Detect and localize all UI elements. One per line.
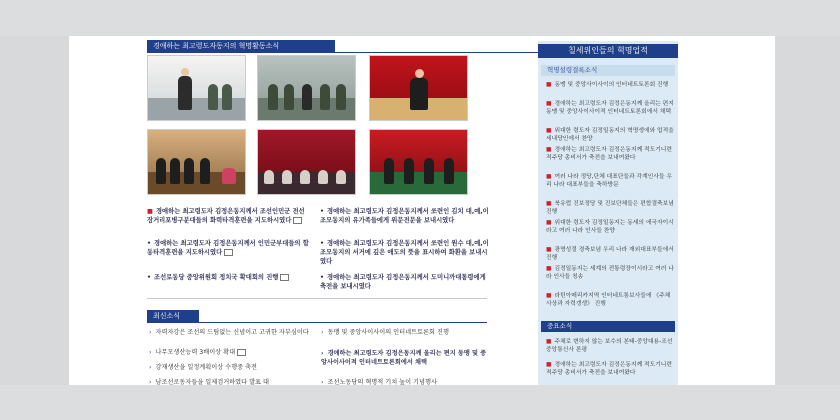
bullet-dot-icon: ■: [546, 362, 552, 368]
bullet-dot-icon: ■: [546, 101, 552, 107]
activity-photo-1[interactable]: [147, 55, 246, 121]
sidebar-item[interactable]: [546, 200, 674, 216]
sidebar-item-text: 여러 나라 정당,단체 대표단들과 각계인사들 우리 나라 대표부들을 축하방문: [546, 174, 672, 188]
camera-icon: [280, 274, 289, 281]
activity-photo-2[interactable]: [257, 55, 356, 121]
latest-heading: 최신소식: [147, 310, 199, 323]
news-text: 경애하는 최고령도자 김정은동지께서 인민군부대들의 합동타격훈련을 지도하시였다: [147, 240, 309, 256]
sidebar-item-text: 경애하는 최고령도자 김정은동지께 적도기니련적주당 총비서가 축전을 보내여왔다: [546, 147, 673, 161]
latest-item-left-1[interactable]: [149, 328, 315, 337]
heading-rule: [335, 52, 567, 53]
sidebar-item[interactable]: [546, 173, 674, 189]
sidebar-item[interactable]: [546, 100, 674, 116]
sidebar-item[interactable]: [546, 292, 674, 308]
latest-text: 경애하는 최고령도자 김정은동지께 올리는 편지 동맹 및 중앙사이사이적 인터네트토론회에서 채택: [321, 350, 487, 366]
bottom-letterbox: [0, 385, 840, 420]
camera-icon: [224, 249, 233, 256]
news-text: 경애하는 최고령도자 김정은동지께서 조선인민군 전선장거리포병구분대들의 화력타격훈련을 지도하시였다: [147, 208, 305, 224]
news-item-left-1[interactable]: [147, 207, 309, 225]
latest-text: 조선노동당의 혁명적 기치 높이 기념행사: [327, 379, 437, 385]
news-item-right-2[interactable]: [320, 239, 490, 266]
sidebar-item-text: 위대한 령도자 김정일동지의 혁명생애와 업적을 세내당인에서 찬양: [546, 128, 674, 142]
bullet-dot-icon: •: [147, 274, 152, 281]
bullet-dot-icon: ■: [546, 266, 552, 272]
arrow-right-icon: ›: [149, 329, 152, 336]
section-divider: [147, 298, 487, 299]
camera-icon: [237, 349, 246, 356]
latest-item-right-1[interactable]: [321, 328, 489, 337]
important-news-heading: 중요소식: [541, 321, 675, 332]
latest-item-right-2[interactable]: [321, 349, 489, 367]
bullet-dot-icon: •: [320, 208, 325, 215]
web-page: [69, 36, 775, 385]
bullet-dot-icon: ■: [546, 220, 552, 226]
sidebar-item-text: 경애하는 최고령도자 김정은동지께 올리는 편지 동맹 및 중앙사이사이적 인터네트토론회에서 채택: [546, 101, 674, 115]
activity-photo-4[interactable]: [147, 129, 246, 195]
bullet-dot-icon: ■: [546, 339, 552, 345]
sidebar-item-text: 동맹 및 중앙사이사이의 인터네트토론회 진행: [554, 82, 669, 88]
arrow-right-icon: ›: [149, 379, 152, 385]
latest-text: 동맹 및 중앙사이사이의 인터네트토론회 진행: [327, 329, 449, 336]
sidebar-item[interactable]: [546, 146, 674, 162]
latest-item-left-4[interactable]: [149, 378, 315, 385]
activity-photo-5[interactable]: [257, 129, 356, 195]
activity-photo-3[interactable]: [369, 55, 468, 121]
sidebar-item-text: 김정일동지는 세계의 전통령장이시라고 여러 나라 인사들 칭송: [546, 266, 674, 280]
activity-photo-6[interactable]: [369, 129, 468, 195]
sidebar-item[interactable]: [546, 338, 674, 354]
bullet-dot-icon: ■: [147, 208, 153, 215]
news-item-left-2[interactable]: [147, 239, 309, 257]
sidebar-item[interactable]: [546, 81, 674, 89]
bullet-dot-icon: •: [320, 240, 325, 247]
bullet-dot-icon: ■: [546, 293, 552, 299]
latest-item-left-2[interactable]: [149, 348, 315, 357]
bullet-dot-icon: ■: [546, 247, 552, 253]
sidebar: [538, 41, 678, 385]
bullet-dot-icon: ■: [546, 201, 552, 207]
bullet-dot-icon: •: [320, 274, 325, 281]
sidebar-item-text: 광명성절 경축보념 우리 나라 재외대표부들에서 진행: [546, 247, 674, 261]
sidebar-item[interactable]: [546, 246, 674, 262]
bullet-dot-icon: ■: [546, 128, 552, 134]
camera-icon: [293, 217, 302, 224]
main-column: [147, 36, 567, 385]
news-item-right-3[interactable]: [320, 273, 490, 291]
news-text: 경애하는 최고령도자 김정은동지께서 쏘련인 김치 대,예,이조모동지의 유가족들에게 위문전문을 보내시였다: [320, 208, 489, 224]
latest-text: 자력자강은 조선의 드팀없는 신념이고 고귀한 자부심이다: [155, 329, 309, 336]
arrow-right-icon: ›: [321, 379, 324, 385]
sidebar-title: 칠세위인들의 혁명업적: [538, 44, 678, 58]
heading-rule: [199, 322, 487, 323]
sidebar-item-text: 위대한 령도자 김정일동지는 동세의 애국자이시라고 여러 나라 인사들 찬양: [546, 220, 674, 234]
news-item-left-3[interactable]: [147, 273, 309, 282]
bullet-dot-icon: ■: [546, 147, 552, 153]
news-item-right-1[interactable]: [320, 207, 490, 225]
sidebar-subheading: 혁명설령결록소식: [541, 65, 675, 76]
sidebar-item-text: 북유럽 진보정당 및 진보단체들은 편합결축보념 진행: [546, 201, 674, 215]
sidebar-item-text: 주체로 변하지 않는 보수의 본태-중앙대용-조선중앙통신사 론평: [546, 339, 673, 353]
news-text: 조선로동당 중앙위원회 정치국 확대회의 진행: [154, 274, 279, 281]
arrow-right-icon: ›: [321, 350, 324, 357]
sidebar-item[interactable]: [546, 127, 674, 143]
arrow-right-icon: ›: [321, 329, 324, 336]
activity-heading: 경애하는 최고령도자동지의 혁명활동소식: [147, 40, 335, 53]
latest-text: 남조선로동자들을 일제검거하였다 발표 대: [155, 379, 269, 385]
sidebar-item[interactable]: [546, 265, 674, 281]
arrow-right-icon: ›: [149, 349, 152, 356]
latest-text: 나무모생산능력 3배이상 확대: [155, 349, 236, 356]
latest-text: 강재생산을 일정계획이상 수행중 축전: [155, 364, 258, 371]
bullet-dot-icon: •: [147, 240, 152, 247]
news-text: 경애하는 최고령도자 김정은동지께서 도미니까대통령에게 축전을 보내시였다: [320, 274, 486, 290]
latest-item-right-3[interactable]: [321, 378, 489, 385]
sidebar-item[interactable]: [546, 361, 674, 377]
sidebar-item[interactable]: [546, 219, 674, 235]
sidebar-item-text: 경애하는 최고령도자 김정은동지께 적도기니련적주당 총비서가 축전을 보내여왔다: [546, 362, 673, 376]
latest-item-left-3[interactable]: [149, 363, 315, 372]
arrow-right-icon: ›: [149, 364, 152, 371]
top-letterbox: [0, 0, 840, 36]
news-text: 경애하는 최고령도자 김정은동지께서 쏘련인 원수 대,예,이조모동지의 서거에 깊은 애도의 뜻을 표시하여 화환을 보내시였다: [320, 240, 489, 265]
bullet-dot-icon: ■: [546, 82, 552, 88]
sidebar-item-text: 라틴아메리카지역 인터네트통보사들에 《주체사상과 자력갱생》 진행: [546, 293, 671, 307]
bullet-dot-icon: ■: [546, 174, 552, 180]
